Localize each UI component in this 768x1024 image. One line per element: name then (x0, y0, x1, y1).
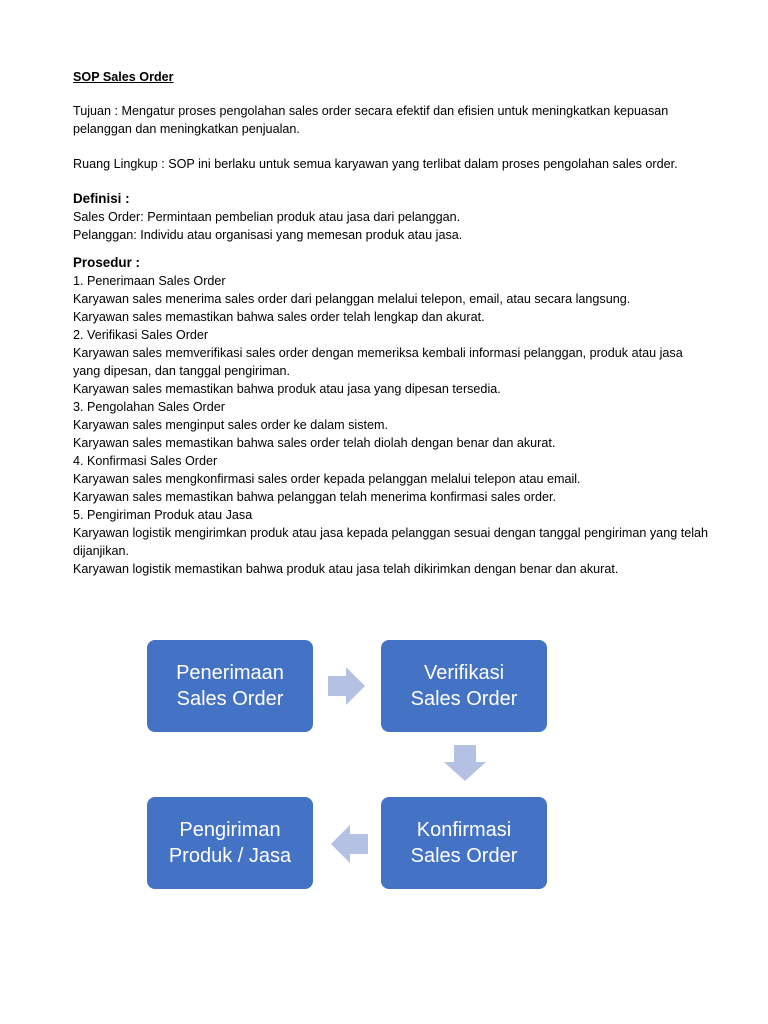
procedure-step (73, 398, 713, 452)
document-body (73, 68, 713, 578)
step-line: Karyawan logistik memastikan bahwa produk atau jasa telah dikirimkan dengan benar dan akurat. (73, 562, 619, 576)
flow-box-label: Produk / Jasa (168, 845, 292, 867)
step-line: Karyawan sales memastikan bahwa pelanggan telah menerima konfirmasi sales order. (73, 490, 557, 504)
step-heading: 3. Pengolahan Sales Order (73, 400, 225, 414)
flow-box-verifikasi (381, 640, 547, 732)
step-line: Karyawan sales menginput sales order ke dalam sistem. (73, 418, 388, 432)
procedure-heading: Prosedur : (73, 255, 140, 270)
scope-paragraph: Ruang Lingkup : SOP ini berlaku untuk semua karyawan yang terlibat dalam proses pengolahan sales order. (73, 157, 678, 171)
step-heading: 4. Konfirmasi Sales Order (73, 454, 218, 468)
procedure-step (73, 506, 713, 578)
document-title: SOP Sales Order (73, 70, 174, 84)
procedure-step (73, 272, 713, 326)
flow-box-label: Penerimaan (176, 662, 284, 684)
step-heading: 5. Pengiriman Produk atau Jasa (73, 508, 253, 522)
flow-box-label: Sales Order (176, 688, 284, 710)
flow-box-label: Verifikasi (423, 662, 505, 684)
purpose-paragraph: Tujuan : Mengatur proses pengolahan sales order secara efektif dan efisien untuk meningkatkan kepuasan pelanggan dan meningkatkan penjualan. (73, 104, 669, 136)
step-line: Karyawan sales mengkonfirmasi sales order kepada pelanggan melalui telepon atau email. (73, 472, 581, 486)
procedure-step (73, 326, 713, 398)
flow-box-konfirmasi (381, 797, 547, 889)
procedure-step (73, 452, 713, 506)
flow-box-label: Pengiriman (179, 819, 281, 841)
definition-item: Sales Order: Permintaan pembelian produk atau jasa dari pelanggan. (73, 210, 461, 224)
step-line: Karyawan sales memastikan bahwa sales order telah diolah dengan benar dan akurat. (73, 436, 556, 450)
step-line: Karyawan sales memverifikasi sales order dengan memeriksa kembali informasi pelanggan, produk atau jasa yang dipesan, dan tanggal pengiriman. (73, 346, 683, 378)
definitions-heading: Definisi : (73, 191, 130, 206)
flow-box-label: Konfirmasi (416, 819, 512, 841)
step-line: Karyawan sales memastikan bahwa produk atau jasa yang dipesan tersedia. (73, 382, 501, 396)
step-line: Karyawan sales memastikan bahwa sales order telah lengkap dan akurat. (73, 310, 485, 324)
flow-box-penerimaan (147, 640, 313, 732)
step-line: Karyawan logistik mengirimkan produk atau jasa kepada pelanggan sesuai dengan tanggal pengiriman yang telah dijanjikan. (73, 526, 709, 558)
arrow-down-icon (444, 745, 486, 781)
step-heading: 2. Verifikasi Sales Order (73, 328, 209, 342)
definition-item: Pelanggan: Individu atau organisasi yang memesan produk atau jasa. (73, 228, 463, 242)
flow-box-label: Sales Order (410, 845, 518, 867)
flow-box-label: Sales Order (410, 688, 518, 710)
flow-box-pengiriman (147, 797, 313, 889)
step-heading: 1. Penerimaan Sales Order (73, 274, 226, 288)
arrow-left-icon (331, 825, 368, 863)
step-line: Karyawan sales menerima sales order dari pelanggan melalui telepon, email, atau secara langsung. (73, 292, 631, 306)
arrow-right-icon (328, 667, 366, 705)
